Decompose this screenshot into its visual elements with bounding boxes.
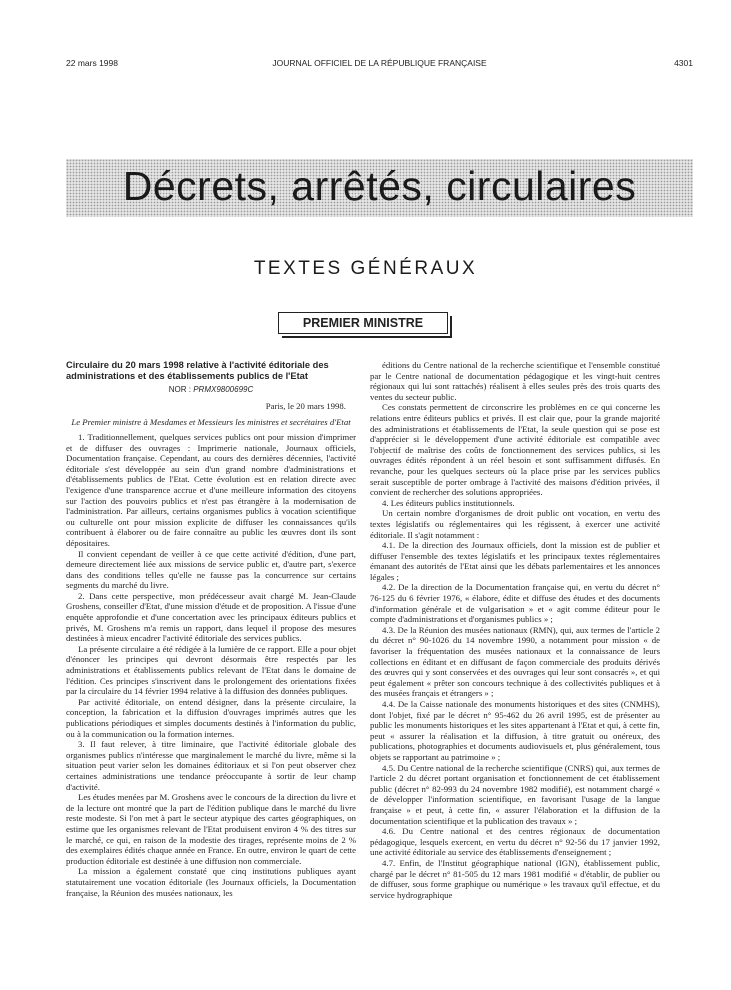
- addressee: Le Premier ministre à Mesdames et Messieurs les ministres et secrétaires d'Etat: [71, 417, 351, 428]
- paragraph: La mission a également constaté que cinq institutions publiques ayant statutairement une vocation éditoriale (les Journaux officiels, la Documentation française, la Réunion des musées nationaux, les: [66, 866, 356, 898]
- page-number: 4301: [674, 58, 693, 68]
- paragraph: 4.4. De la Caisse nationale des monuments historiques et des sites (CNMHS), dont l'objet, fixé par le décret n° 95-462 du 26 avril 1995, est de présenter au public les monuments historiques et les sites appartenant à l'Etat et qui, à cette fin, peut « assurer la réalisation et la diffusion, à titre gratuit ou onéreux, des publications, photographies et documents audiovisuels et, plus généralement, tous objets se rapportant au patrimoine » ;: [370, 699, 660, 762]
- header-date: 22 mars 1998: [66, 58, 118, 68]
- left-column: [66, 360, 356, 898]
- paragraph: 4.2. De la direction de la Documentation française qui, en vertu du décret n° 76-125 du 6 février 1976, « élabore, édite et diffuse des études et des documents d'information générale et de vulgarisation » et « agit comme éditeur pour le compte d'administrations et d'organismes publics » ;: [370, 582, 660, 625]
- paragraph: 1. Traditionnellement, quelques services publics ont pour mission d'imprimer et de diffuser des ouvrages : Imprimerie nationale, Journaux officiels, Documentation française. Cependant, au cours des dernières décennies, l'activité éditoriale s'est développée au sein d'un grand nombre d'administrations et d'établissements publics de l'Etat. Cette évolution est en relation directe avec l'exigence d'une transparence accrue et d'une meilleure information des citoyens sur l'action des pouvoirs publics et n'est pas étrangère à la modernisation de l'administration. Par ailleurs, certains organismes publics à vocation scientifique ou culturelle ont pour mission explicite de diffuser les connaissances qu'ils contribuent à élaborer ou de faire connaître au public les œuvres dont ils sont dépositaires.: [66, 431, 356, 548]
- paragraph: éditions du Centre national de la recherche scientifique et l'ensemble constitué par le Centre national de documentation pédagogique et les vingt-huit centres régionaux qui lui sont rattachés) réalisent à elles seules près des trois quarts des ventes du secteur public.: [370, 360, 660, 402]
- ministry-box: PREMIER MINISTRE: [278, 312, 448, 334]
- paragraph: 4.5. Du Centre national de la recherche scientifique (CNRS) qui, aux termes de l'article 2 du décret portant organisation et fonctionnement de cet établissement public (décret n° 82-993 du 24 novembre 1982 modifié), est notamment chargé « de développer l'information scientifique, en favorisant l'usage de la langue française » et peut, à cette fin, « assurer l'élaboration et la diffusion de la documentation scientifique et la publication des travaux » ;: [370, 762, 660, 826]
- paragraph: 3. Il faut relever, à titre liminaire, que l'activité éditoriale globale des organismes publics n'intéresse que marginalement le marché du livre, même si la situation peut varier selon les domaines éditoriaux et si l'on peut observer chez certaines administrations une tendance préoccupante à sortir de leur champ d'activité.: [66, 739, 356, 792]
- left-body: [66, 432, 356, 898]
- page-header: [66, 58, 693, 72]
- section-title: TEXTES GÉNÉRAUX: [253, 258, 478, 279]
- paragraph: Les études menées par M. Groshens avec le concours de la direction du livre et de la lecture ont montré que la part de l'édition publique dans le marché du livre reste modeste. Si l'on met à part le secteur atypique des cartes géographiques, on estime que les organismes relevant de l'Etat produisent environ 4 % des titres sur le marché, ce qui, en raison de la modestie des tirages, représente moins de 2 % des exemplaires édités chaque année en France. En outre, environ le quart de cette production éditoriale est destinée à une diffusion non commerciale.: [66, 792, 356, 866]
- nor-label: NOR :: [168, 385, 191, 395]
- paragraph: 4.7. Enfin, de l'Institut géographique national (IGN), établissement public, chargé par le décret n° 81-505 du 12 mars 1981 modifié « d'établir, de publier ou de diffuser, sous forme graphique ou numérique » les travaux qu'il effectue, et du service hydrographique: [370, 857, 660, 900]
- paragraph: 2. Dans cette perspective, mon prédécesseur avait chargé M. Jean-Claude Groshens, conseiller d'Etat, d'une mission d'étude et de proposition. A l'issue d'une enquête approfondie et d'une concertation avec les principaux éditeurs publics et privés, M. Groshens m'a remis un rapport, dans lequel il propose des mesures destinées à mieux encadrer l'activité éditoriale des services publics.: [66, 590, 356, 644]
- paragraph: 4.3. De la Réunion des musées nationaux (RMN), qui, aux termes de l'article 2 du décret n° 90-1026 du 14 novembre 1990, a notamment pour mission « de favoriser la fréquentation des musées nationaux et la connaissance de leurs collections en éditant et en diffusant de façon commerciale des produits dérivés des œuvres qui y sont conservées et des ouvrages qui leur sont consacrés », et qui peut également « prêter son concours technique à des collectivités publiques et à des musées français et étrangers » ;: [370, 624, 660, 699]
- section-banner: [66, 159, 693, 217]
- paragraph: 4.1. De la direction des Journaux officiels, dont la mission est de publier et diffuser l'ensemble des textes législatifs et les principaux textes réglementaires émanant des autorités de l'Etat ainsi que les débats parlementaires et les annonces légales ;: [370, 540, 660, 582]
- paragraph: Ces constats permettent de circonscrire les problèmes en ce qui concerne les relations entre éditeurs publics et privés. Il est clair que, pour la grande majorité des administrations et établissements de l'Etat, la seule question qui se pose est d'apprécier si le développement d'une activité éditoriale est compatible avec l'objectif de maîtrise des coûts de fonctionnement des services publics, si les ouvrages édités répondent à un réel besoin et sont suffisamment diffusés. En revanche, pour les quelques secteurs où la place prise par les services publics serait susceptible de porter ombrage à l'activité des maisons d'édition privées, il convient de rechercher des solutions appropriées.: [370, 402, 660, 498]
- paragraph: Il convient cependant de veiller à ce que cette activité d'édition, d'une part, demeure directement liée aux missions de service public et, d'autre part, s'exerce dans des conditions telles qu'elle ne fausse pas la concurrence sur certains segments du marché du livre.: [66, 548, 356, 591]
- paragraph: 4. Les éditeurs publics institutionnels.: [382, 497, 515, 508]
- nor-code: PRMX9800699C: [193, 385, 254, 395]
- journal-title: JOURNAL OFFICIEL DE LA RÉPUBLIQUE FRANÇAISE: [272, 58, 487, 68]
- circular-title: Circulaire du 20 mars 1998 relative à l'activité éditoriale des administrations et des établissements publics de l'Etat: [66, 360, 329, 381]
- nor-reference: [66, 385, 356, 396]
- banner-title: Décrets, arrêtés, circulaires: [122, 163, 637, 209]
- paragraph: Un certain nombre d'organismes de droit public ont vocation, en vertu des textes législatifs ou réglementaires qui les régissent, à exercer une activité éditoriale. Il s'agit notamment :: [370, 508, 660, 540]
- paragraph: 4.6. Du Centre national et des centres régionaux de documentation pédagogique, lesquels exercent, en vertu du décret n° 92-56 du 17 janvier 1992, une activité éditoriale au service des établissements d'enseignement ;: [370, 826, 660, 858]
- paragraph: Par activité éditoriale, on entend désigner, dans la présente circulaire, la conception, la fabrication et la diffusion d'ouvrages imprimés autres que les publications périodiques et simples documents destinés à l'information du public, ou à la communication ou la formation internes.: [66, 696, 356, 739]
- right-column: [370, 360, 660, 900]
- date-line: Paris, le 20 mars 1998.: [265, 400, 346, 411]
- right-body: [370, 360, 660, 900]
- paragraph: La présente circulaire a été rédigée à la lumière de ce rapport. Elle a pour objet d'énoncer les principes qui devront désormais être respectés par les administrations et établissements publics relevant de l'Etat dans le domaine de l'édition. Ces principes s'inscrivent dans le prolongement des orientations fixées par la circulaire du 14 février 1994 relative à la diffusion des données publiques.: [66, 643, 356, 697]
